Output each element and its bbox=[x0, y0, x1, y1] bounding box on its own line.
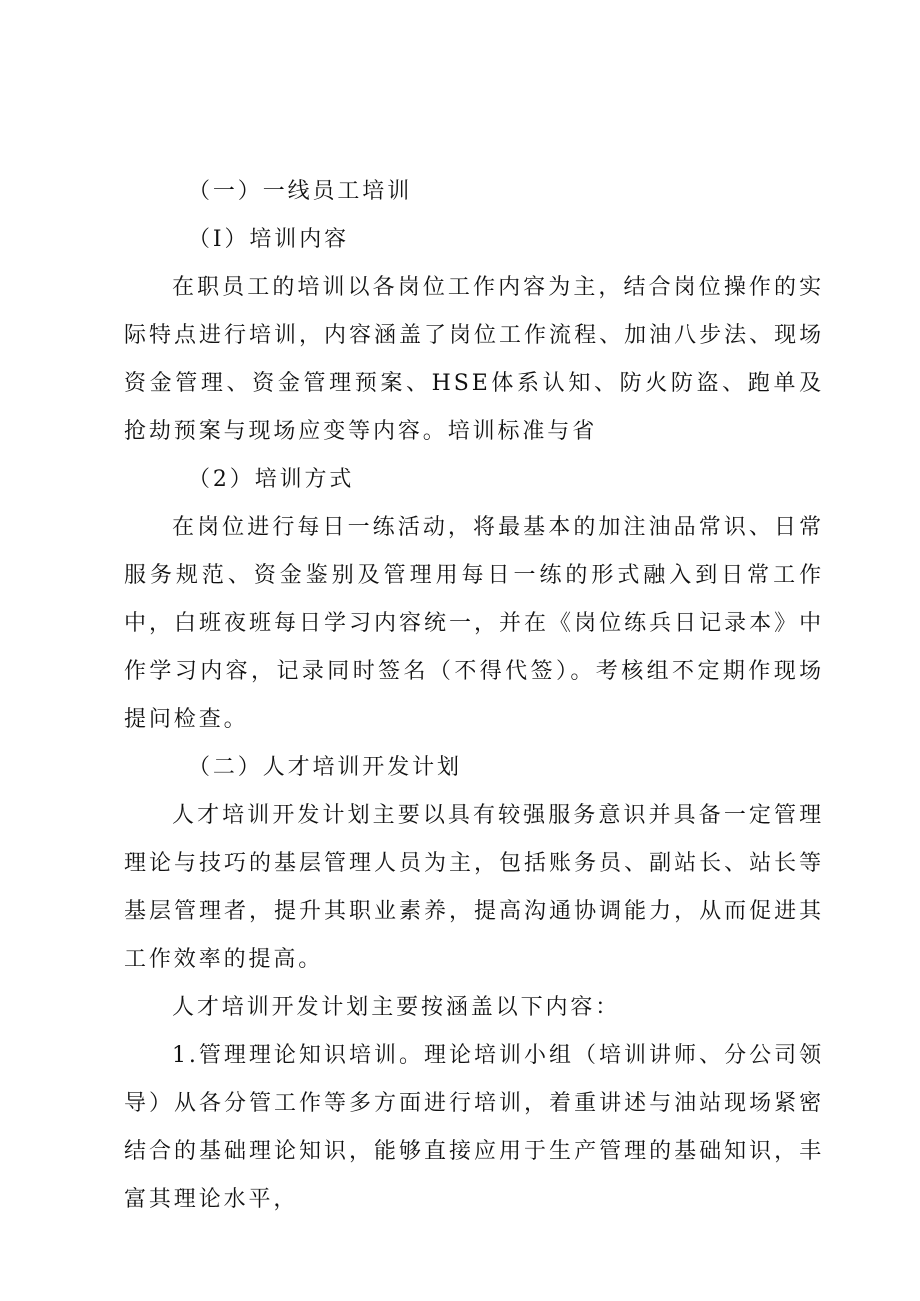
section-heading-talent-development: （二）人才培训开发计划 bbox=[188, 755, 462, 780]
subheading-training-content: （I）培训内容 bbox=[188, 227, 349, 252]
paragraph-training-method: 在岗位进行每日一练活动，将最基本的加注油品常识、日常服务规范、资金鉴别及管理用每日一练的形式融入到日常工作中，白班夜班每日学习内容统一，并在《岗位练兵日记录本》中作学习内容，记录同时签名（不得代签）。考核组不定期作现场提问检查。 bbox=[124, 515, 824, 732]
section-heading-frontline-training: （一）一线员工培训 bbox=[188, 179, 413, 204]
subheading-training-method: （2）培训方式 bbox=[188, 467, 355, 492]
paragraph-training-content: 在职员工的培训以各岗位工作内容为主，结合岗位操作的实际特点进行培训，内容涵盖了岗位工作流程、加油八步法、现场资金管理、资金管理预案、HSE体系认知、防火防盗、跑单及抢劫预案与现场应变等内容。培训标准与省 bbox=[124, 275, 824, 444]
paragraph-talent-development: 人才培训开发计划主要以具有较强服务意识并具备一定管理理论与技巧的基层管理人员为主，包括账务员、副站长、站长等基层管理者，提升其职业素养，提高沟通协调能力，从而促进其工作效率的提高。 bbox=[124, 803, 824, 972]
document-body bbox=[124, 168, 824, 1224]
paragraph-plan-contents-intro: 人才培训开发计划主要按涵盖以下内容： bbox=[172, 995, 621, 1020]
paragraph-management-theory-training: 1.管理理论知识培训。理论培训小组（培训讲师、分公司领导）从各分管工作等多方面进行培训，着重讲述与油站现场紧密结合的基础理论知识，能够直接应用于生产管理的基础知识，丰富其理论水平， bbox=[124, 1043, 824, 1212]
